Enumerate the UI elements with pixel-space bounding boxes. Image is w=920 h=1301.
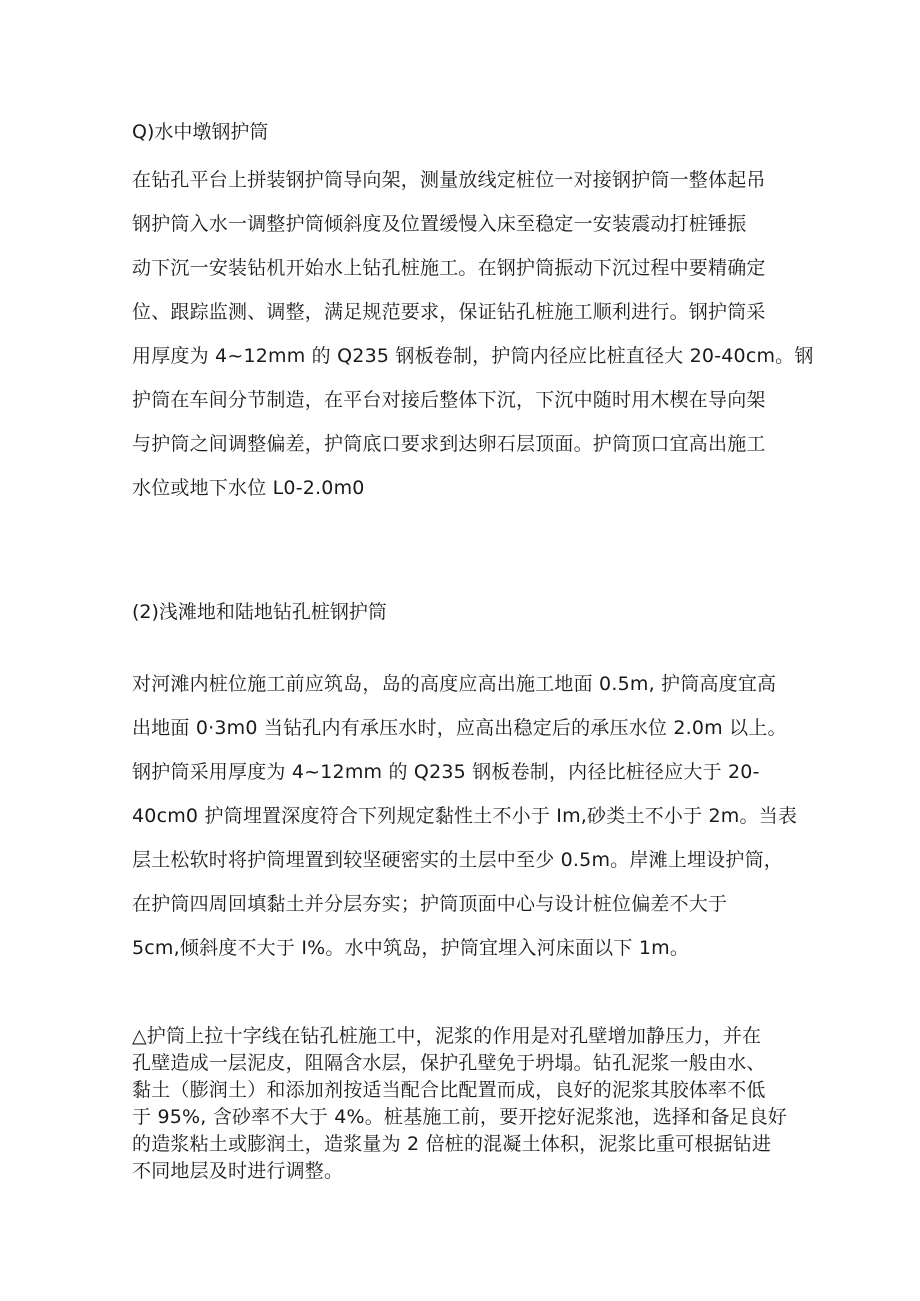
text-line: 对河滩内桩位施工前应筑岛，岛的高度应高出施工地面 0.5m, 护筒高度宜高 <box>132 673 777 695</box>
section2-paragraph <box>132 662 797 970</box>
text-line: 的造浆粘土或膨润土，造浆量为 2 倍桩的混凝土体积，泥浆比重可根据钻进 <box>132 1133 772 1155</box>
text-line: 用厚度为 4~12mm 的 Q235 钢板卷制，护筒内径应比桩直径大 20-40cm。钢 <box>132 345 814 367</box>
text-line: 水位或地下水位 L0-2.0m0 <box>132 477 365 499</box>
text-line: 与护筒之间调整偏差，护筒底口要求到达卵石层顶面。护筒顶口宜高出施工 <box>132 433 766 455</box>
text-line: 护筒在车间分节制造，在平台对接后整体下沉，下沉中随时用木楔在导向架 <box>132 389 766 411</box>
text-line: 不同地层及时进行调整。 <box>132 1160 344 1182</box>
text-line: 位、跟踪监测、调整，满足规范要求，保证钻孔桩施工顺利进行。钢护筒采 <box>132 301 766 323</box>
text-line: 钢护筒入水一调整护筒倾斜度及位置缓慢入床至稳定一安装震动打桩锤振 <box>132 213 747 235</box>
section2-heading: (2)浅滩地和陆地钻孔桩钢护筒 <box>132 601 387 623</box>
text-line: 40cm0 护筒埋置深度符合下列规定黏性土不小于 Im,砂类土不小于 2m。当表 <box>132 805 798 827</box>
text-line: 孔壁造成一层泥皮，阻隔含水层，保护孔壁免于坍塌。钻孔泥浆一般由水、 <box>132 1052 766 1074</box>
text-line: 层土松软时将护筒埋置到较坚硬密实的土层中至少 0.5m。岸滩上埋设护筒， <box>132 849 783 871</box>
section1-paragraph <box>132 158 814 510</box>
section3-paragraph <box>132 1023 787 1185</box>
text-line: 在钻孔平台上拼装钢护筒导向架，测量放线定桩位一对接钢护筒一整体起吊 <box>132 169 766 191</box>
text-line: 动下沉一安装钻机开始水上钻孔桩施工。在钢护筒振动下沉过程中要精确定 <box>132 257 766 279</box>
text-line: 钢护筒采用厚度为 4~12mm 的 Q235 钢板卷制，内径比桩径应大于 20- <box>132 761 760 783</box>
section1-heading: Q)水中墩钢护筒 <box>132 121 269 143</box>
text-line: 在护筒四周回填黏土并分层夯实；护筒顶面中心与设计桩位偏差不大于 <box>132 893 728 915</box>
text-line: △护筒上拉十字线在钻孔桩施工中，泥浆的作用是对孔壁增加静压力，并在 <box>132 1025 762 1047</box>
text-line: 于 95%, 含砂率不大于 4%。桩基施工前，要开挖好泥浆池，选择和备足良好 <box>132 1106 788 1128</box>
text-line: 黏土（膨润土）和添加剂按适当配合比配置而成，良好的泥浆其胶体率不低 <box>132 1079 766 1101</box>
text-line: 出地面 0·3m0 当钻孔内有承压水时，应高出稳定后的承压水位 2.0m 以上。 <box>132 717 787 739</box>
text-line: 5cm,倾斜度不大于 I%。水中筑岛，护筒宜埋入河床面以下 1m。 <box>132 937 690 959</box>
